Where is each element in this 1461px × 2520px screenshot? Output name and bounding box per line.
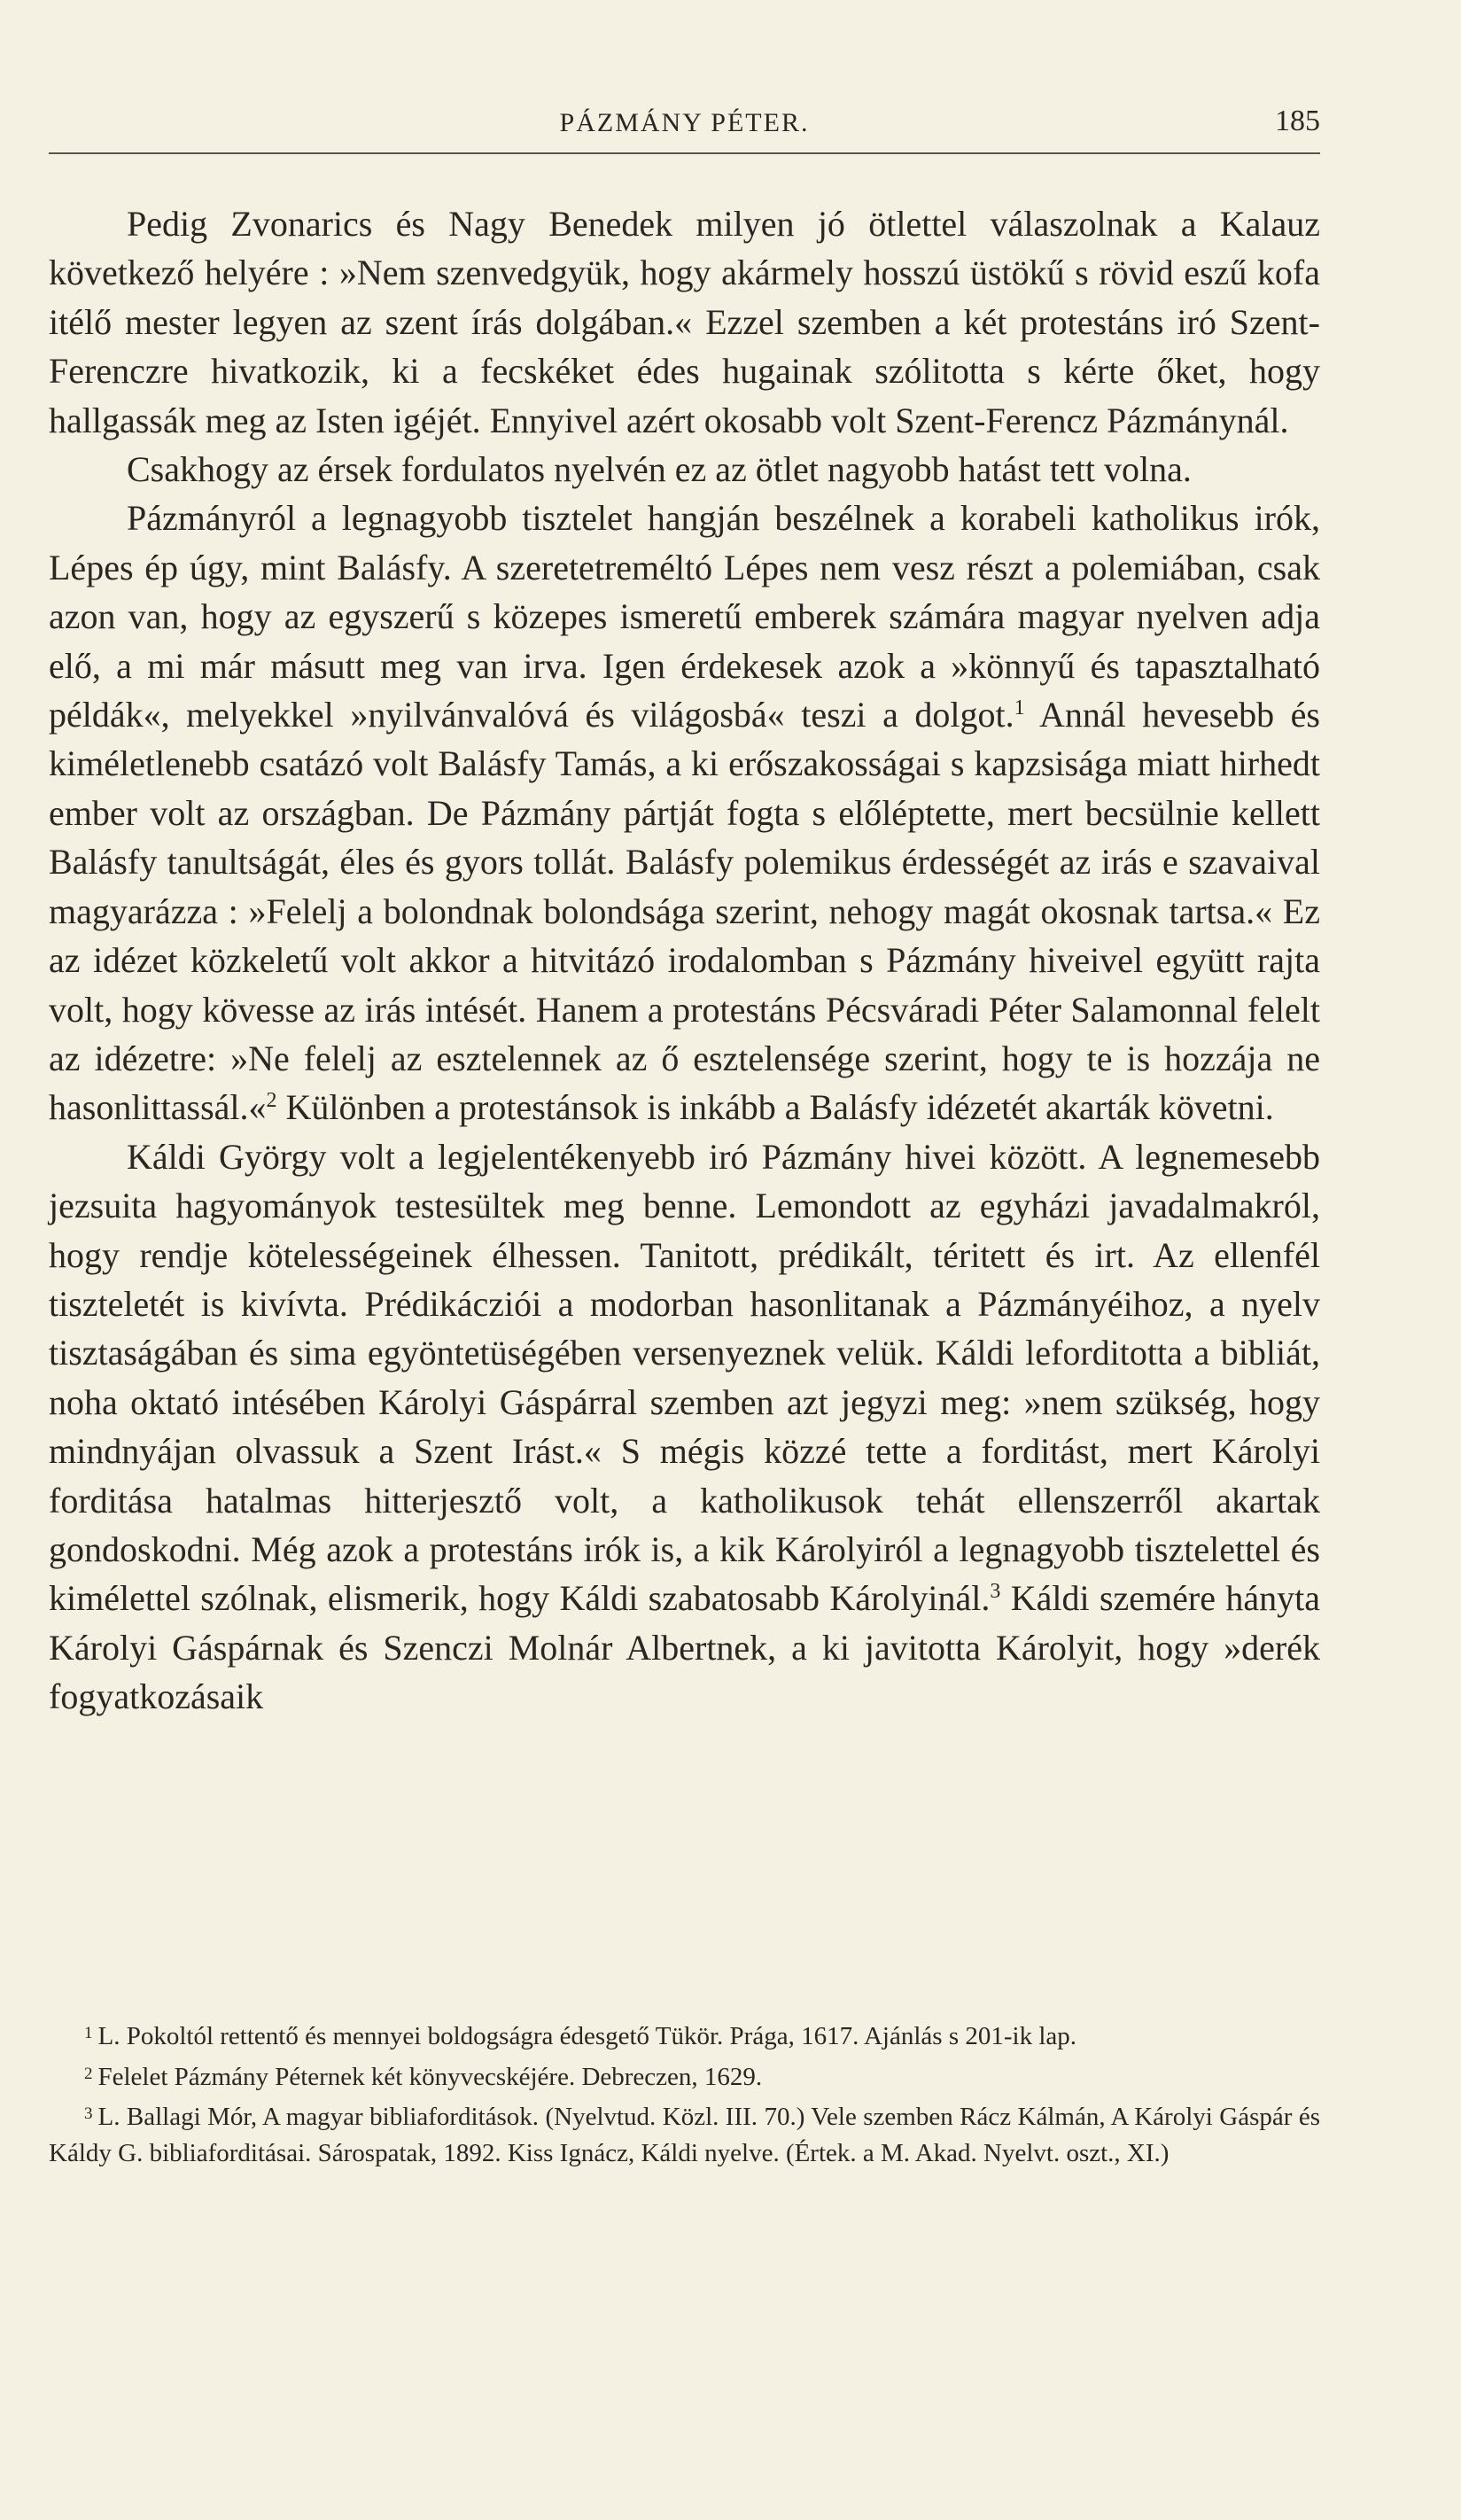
page-number: 185 [1275,105,1320,137]
footnote-text: Felelet Pázmány Péternek két könyvecskéjére. Debreczen, 1629. [97,2062,763,2091]
paragraph [49,199,1320,445]
footnote-text: L. Pokoltól rettentő és mennyei boldogságra édesgető Tükör. Prága, 1617. Ajánlás s 201-ik lap. [97,2022,1076,2050]
paragraph [49,445,1320,494]
paragraph [49,1132,1320,1722]
paragraph-text: Káldi szemére hányta Károlyi Gáspárnak és Szenczi Molnár Albertnek, a ki javitotta Károlyit, hogy »derék fogyatkozásaik [49,1578,1320,1717]
footnote-reference: 2 [266,1089,277,1113]
paragraph-text: Különben a protestánsok is inkább a Balásfy idézetét akarták követni. [276,1087,1274,1128]
page-header [49,99,1320,154]
paragraph-text: Csakhogy az érsek fordulatos nyelvén ez az ötlet nagyobb hatást tett volna. [127,449,1192,490]
footnote-reference: 1 [1014,696,1025,720]
footnote [49,2096,1320,2171]
footnote-reference: 3 [990,1580,1001,1604]
paragraph [49,494,1320,1132]
footnote [49,2057,1320,2096]
footnote-text: L. Ballagi Mór, A magyar bibliaforditások. (Nyelvtud. Közl. III. 70.) Vele szemben Rácz Kálmán, A Károlyi Gáspár és Káldy G. bibliaforditásai. Sárospatak, 1892. Kiss Ignácz, Káldi nyelve. (Értek. a M. Akad. Nyelvt. oszt., XI.) [49,2103,1320,2167]
footnotes [49,2016,1320,2173]
paragraph-text: Annál hevesebb és kiméletlenebb csatázó volt Balásfy Tamás, a ki erőszakosságai s kapzsisága miatt hirhedt ember volt az országban. De Pázmány pártját fogta s előléptette, mert becsülnie kellett Balásfy tanultságát, éles és gyors tollát. Balásfy polemikus érdességét az irás e szavaival magyarázza : »Felelj a bolondnak bolondsága szerint, nehogy magát okosnak tartsa.« Ez az idézet közkeletű volt akkor a hitvitázó irodalomban s Pázmány hiveivel együtt rajta volt, hogy kövesse az irás intését. Hanem a protestáns Pécsváradi Péter Salamonnal felelt az idézetre: »Ne felelj az esztelennek az ő esztelensége szerint, hogy te is hozzája ne hasonlittassál.« [49,695,1320,1128]
running-title: PÁZMÁNY PÉTER. [559,108,810,137]
footnote [49,2016,1320,2055]
footnote-mark: 1 [84,2024,93,2042]
paragraph-text: Pedig Zvonarics és Nagy Benedek milyen jó ötlettel válaszolnak a Kalauz következő helyére : »Nem szenvedgyük, hogy akármely hosszú üstökű s rövid eszű kofa itélő mester legyen az szent írás dolgában.« Ezzel szemben a két protestáns iró Szent-Ferenczre hivatkozik, ki a fecskéket édes hugainak szólitotta s kérte őket, hogy hallgassák meg az Isten igéjét. Ennyivel azért okosabb volt Szent-Ferencz Pázmánynál. [49,204,1320,440]
body-text [49,199,1320,1722]
footnote-mark: 2 [84,2064,93,2083]
paragraph-text: Pázmányról a legnagyobb tisztelet hangján beszélnek a korabeli katholikus irók, Lépes ép úgy, mint Balásfy. A szeretetreméltó Lépes nem vesz részt a polemiában, csak azon van, hogy az egyszerű s közepes ismeretű emberek számára magyar nyelven adja elő, a mi már másutt meg van irva. Igen érdekesek azok a »könnyű és tapasztalható példák«, melyekkel »nyilvánvalóvá és világosbá« teszi a dolgot. [49,498,1320,735]
footnote-mark: 3 [84,2104,93,2123]
paragraph-text: Káldi György volt a legjelentékenyebb iró Pázmány hivei között. A legnemesebb jezsuita hagyományok testesültek meg benne. Lemondott az egyházi javadalmakról, hogy rendje kötelességeinek élhessen. Tanitott, prédikált, téritett és irt. Az ellenfél tiszteletét is kivívta. Prédikácziói a modorban hasonlitanak a Pázmányéihoz, a nyelv tisztaságában és sima egyöntetüségében versenyeznek velük. Káldi leforditotta a bibliát, noha oktató intésében Károlyi Gáspárral szemben azt jegyzi meg: »nem szükség, hogy mindnyájan olvassuk a Szent Irást.« S mégis közzé tette a forditást, mert Károlyi forditása hatalmas hitterjesztő volt, a katholikusok tehát ellenszerről akartak gondoskodni. Még azok a protestáns irók is, a kik Károlyiról a legnagyobb tisztelettel és kimélettel szólnak, elismerik, hogy Káldi szabatosabb Károlyinál. [49,1136,1320,1619]
